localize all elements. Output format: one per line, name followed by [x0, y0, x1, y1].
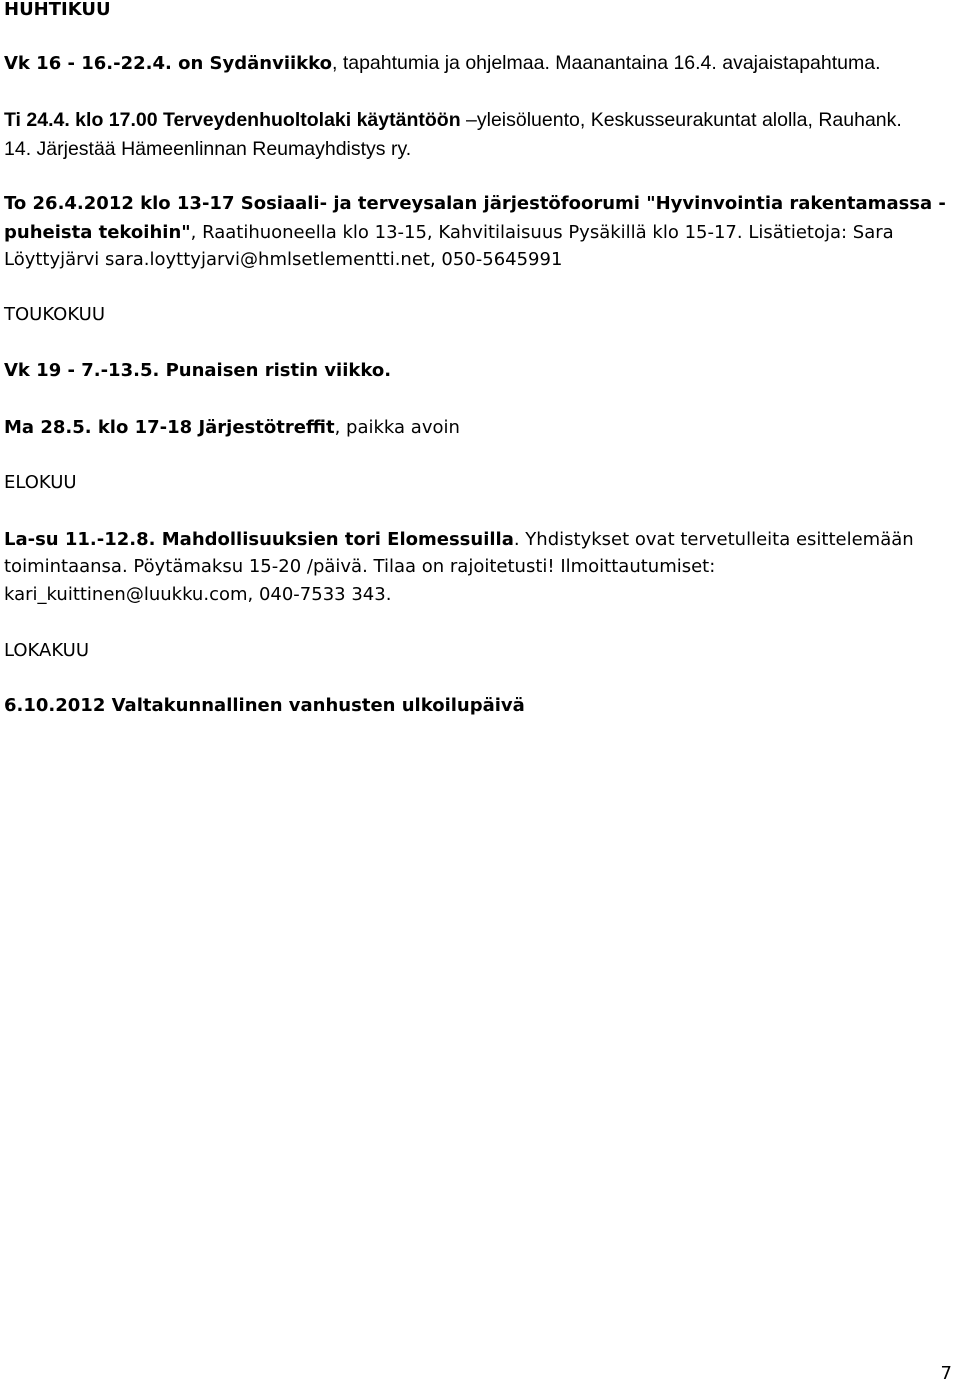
- entry-sydanviikko-text: , tapahtumia ja ohjelmaa. Maanantaina 16.4. avajaistapahtuma.: [331, 52, 881, 74]
- entry-foorumi-text: , Raatihuoneella klo 13-15, Kahvitilaisuus Pysäkillä klo 15-17. Lisätietoja: Sara: [190, 222, 894, 243]
- month-heading-toukokuu: TOUKOKUU: [4, 304, 105, 325]
- entry-punainen-risti: Vk 19 - 7.-13.5. Punaisen ristin viikko.: [4, 360, 392, 381]
- entry-mahdollisuuksien-tori-line2: toimintaansa. Pöytämaksu 15-20 /päivä. Tilaa on rajoitetusti! Ilmoittautumiset:: [4, 556, 716, 577]
- entry-foorumi-title-line2: puheista tekoihin": [4, 222, 191, 243]
- entry-jarjestotreffit-title: Ma 28.5. klo 17-18 Järjestötreffit: [4, 417, 335, 438]
- entry-mahdollisuuksien-tori-title: La-su 11.-12.8. Mahdollisuuksien tori Elomessuilla: [4, 529, 514, 550]
- entry-ulkoilupaiva: 6.10.2012 Valtakunnallinen vanhusten ulkoilupäivä: [4, 695, 525, 716]
- entry-mahdollisuuksien-tori-contact: kari_kuittinen@luukku.com, 040-7533 343.: [4, 584, 392, 605]
- entry-terveydenhuoltolaki-title: Ti 24.4. klo 17.00 Terveydenhuoltolaki käytäntöön: [4, 109, 461, 131]
- entry-mahdollisuuksien-tori: [4, 526, 914, 553]
- month-heading-huhtikuu: HUHTIKUU: [4, 0, 111, 20]
- entry-terveydenhuoltolaki-text: –yleisöluento, Keskusseurakuntat alolla, Rauhank.: [460, 109, 902, 131]
- entry-foorumi-title-line1: To 26.4.2012 klo 13-17 Sosiaali- ja terveysalan järjestöfoorumi "Hyvinvointia rakentamassa -: [4, 193, 946, 214]
- page-number: 7: [940, 1363, 952, 1384]
- entry-jarjestotreffit: [4, 414, 460, 441]
- entry-foorumi-line2: [4, 219, 894, 246]
- entry-mahdollisuuksien-tori-text: . Yhdistykset ovat tervetulleita esittelemään: [513, 529, 914, 550]
- month-heading-lokakuu: LOKAKUU: [4, 640, 90, 661]
- entry-sydanviikko: [4, 50, 881, 77]
- entry-terveydenhuoltolaki-line2: 14. Järjestää Hämeenlinnan Reumayhdistys ry.: [4, 138, 412, 160]
- entry-terveydenhuoltolaki: [4, 107, 902, 133]
- month-heading-elokuu: ELOKUU: [4, 472, 77, 493]
- entry-sydanviikko-title: Vk 16 - 16.-22.4. on Sydänviikko: [4, 53, 332, 74]
- entry-jarjestotreffit-text: , paikka avoin: [334, 417, 460, 438]
- entry-foorumi-contact: Löyttyjärvi sara.loyttyjarvi@hmlsetlementti.net, 050-5645991: [4, 249, 563, 270]
